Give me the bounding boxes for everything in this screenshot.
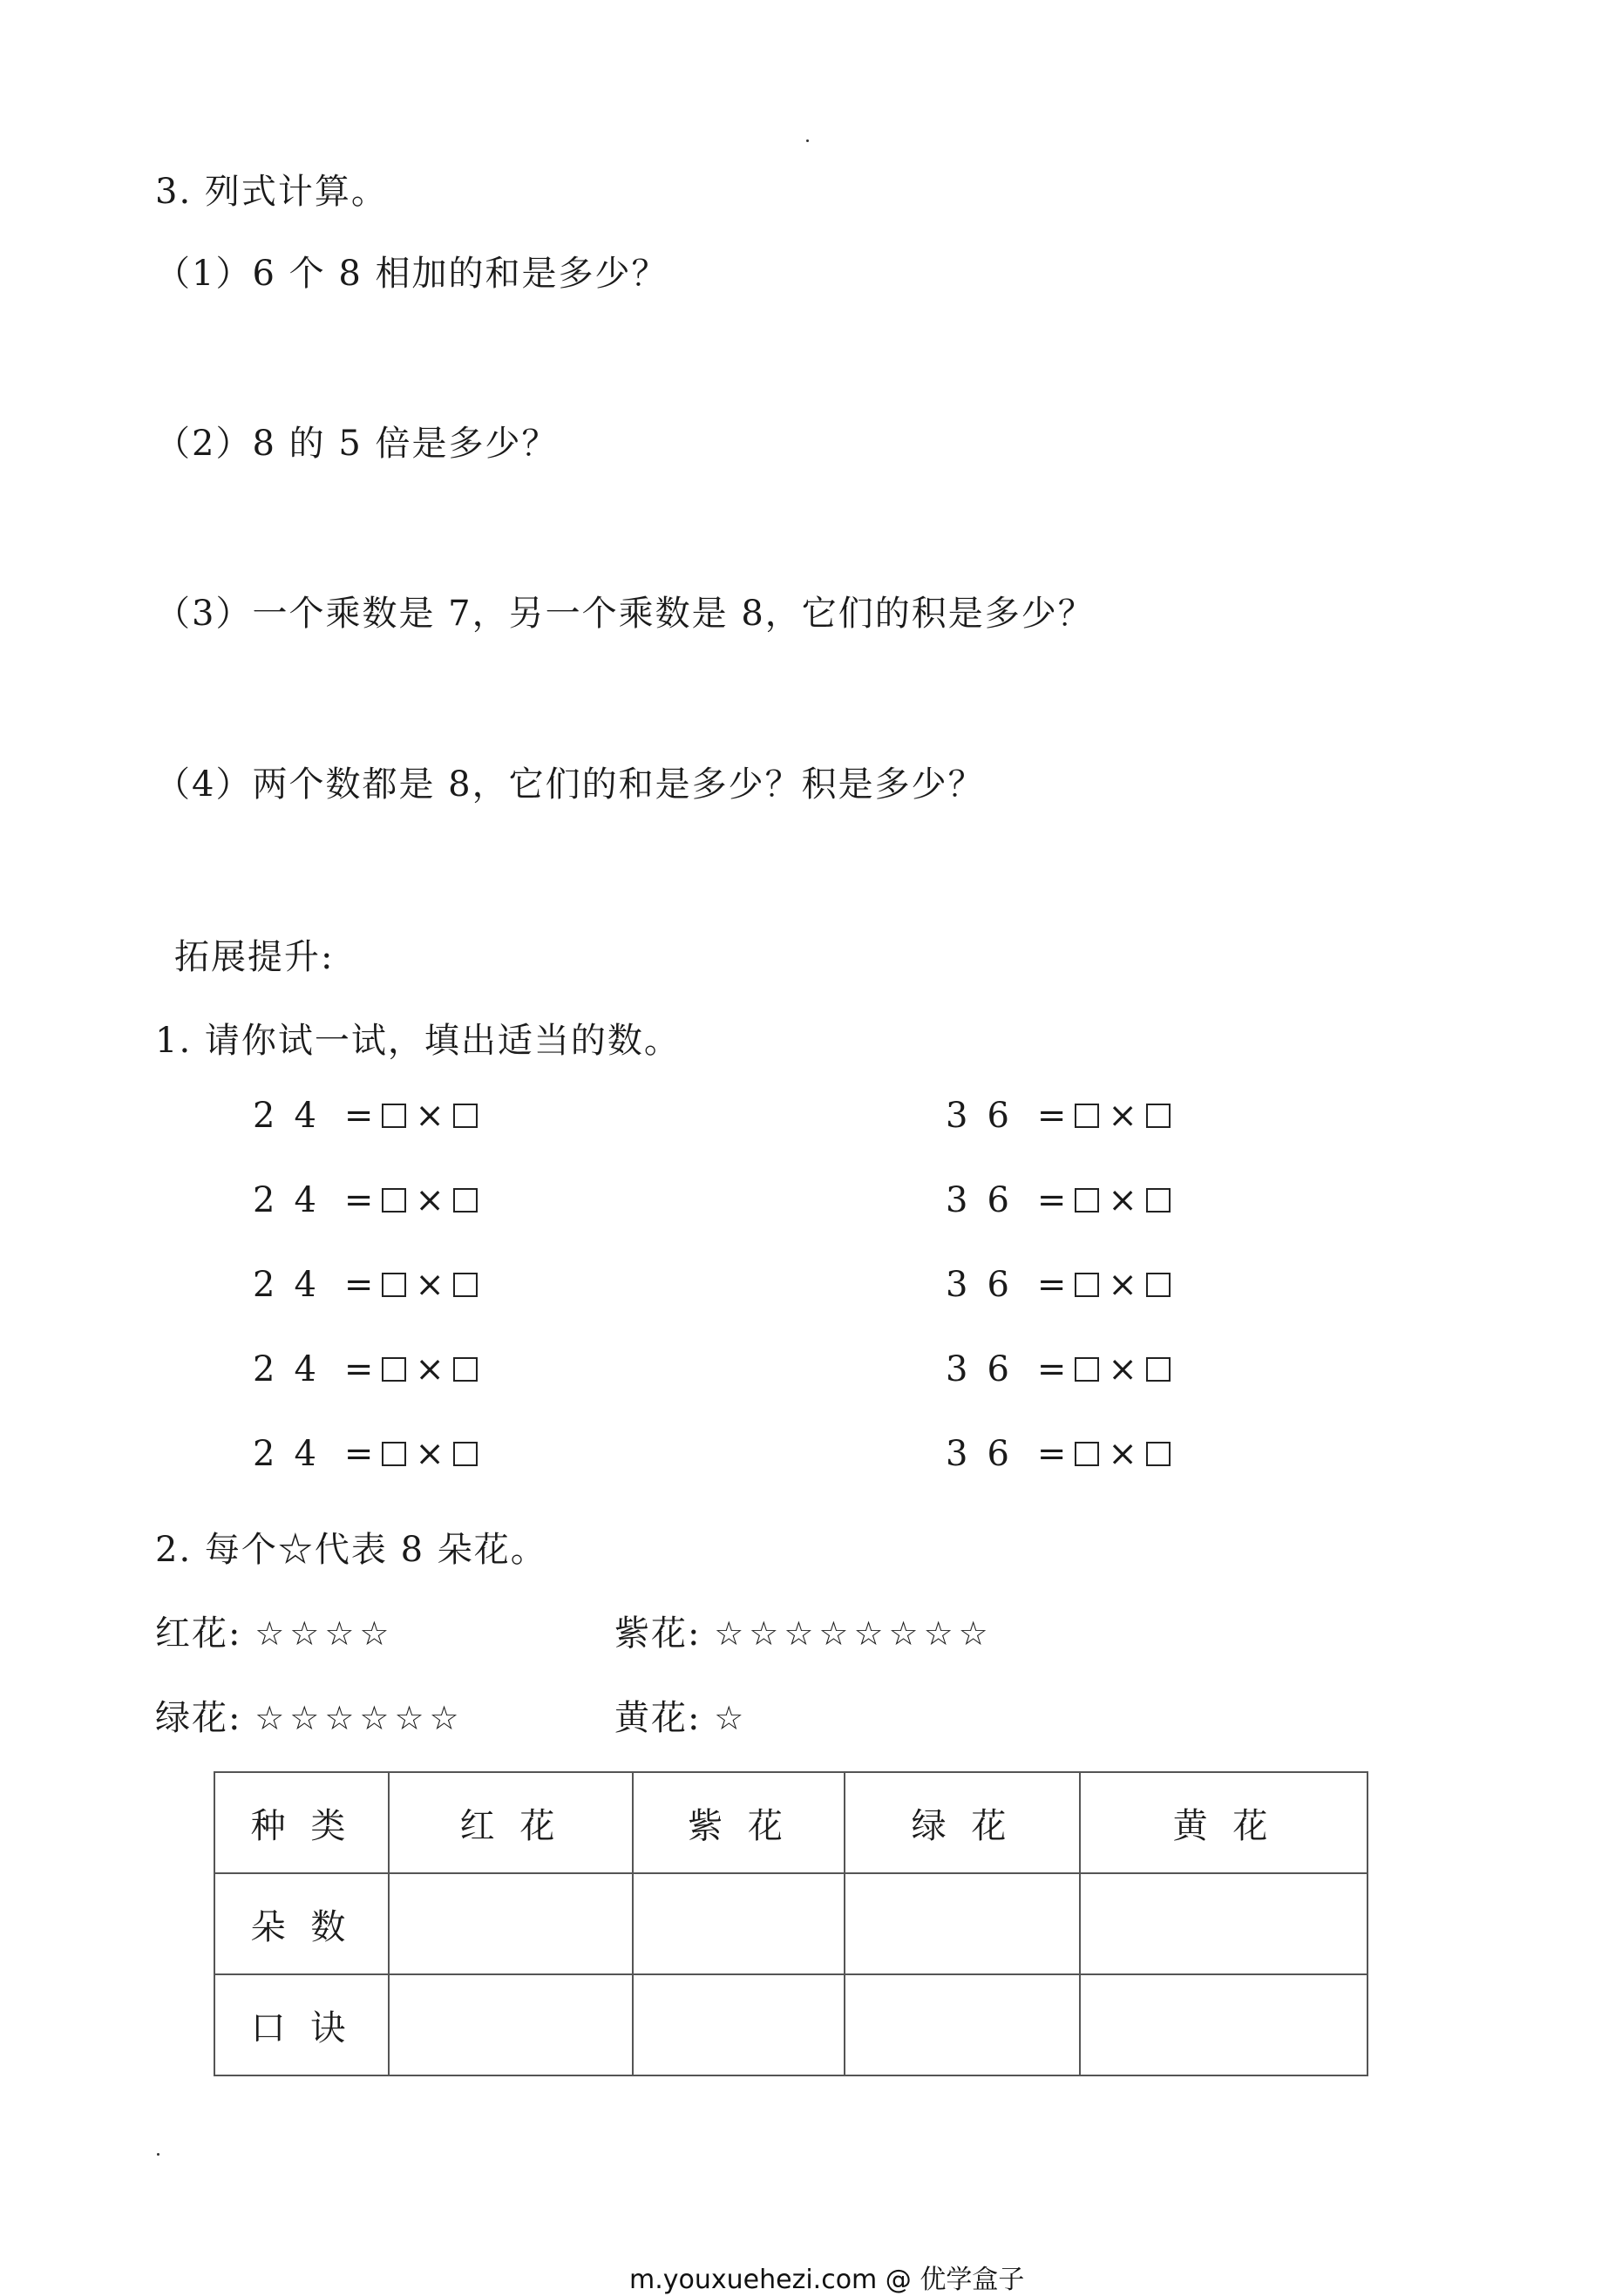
equation-number: 24 bbox=[253, 1349, 336, 1389]
answer-box[interactable] bbox=[453, 1273, 478, 1297]
answer-box[interactable] bbox=[382, 1188, 406, 1213]
equation-number: 24 bbox=[253, 1434, 336, 1474]
equation-number: 24 bbox=[253, 1265, 336, 1305]
equation-left-5 bbox=[253, 1433, 478, 1475]
equation-number: 36 bbox=[946, 1434, 1028, 1474]
page-mark-bottom bbox=[157, 2153, 159, 2156]
equation-number: 24 bbox=[253, 1180, 336, 1220]
table-row-label: 朵 数 bbox=[214, 1873, 389, 1974]
table-header-cell: 紫 花 bbox=[633, 1772, 845, 1873]
answer-box[interactable] bbox=[382, 1104, 406, 1128]
equals-sign: = bbox=[343, 1349, 374, 1389]
answer-cell[interactable] bbox=[1080, 1873, 1368, 1974]
equation-left-1 bbox=[253, 1095, 478, 1137]
equation-left-3 bbox=[253, 1264, 478, 1306]
times-sign: × bbox=[415, 1434, 445, 1474]
answer-box[interactable] bbox=[1146, 1357, 1171, 1382]
times-sign: × bbox=[1108, 1180, 1137, 1220]
answer-cell[interactable] bbox=[845, 1873, 1080, 1974]
equals-sign: = bbox=[1036, 1096, 1067, 1136]
extension-q2-title: 2. 每个☆代表 8 朵花。 bbox=[155, 1530, 547, 1570]
table-header-cell: 绿 花 bbox=[845, 1772, 1080, 1873]
question-3: （3）一个乘数是 7，另一个乘数是 8，它们的积是多少？ bbox=[155, 594, 1095, 634]
equation-right-4 bbox=[946, 1348, 1171, 1390]
green-flower-row bbox=[155, 1697, 465, 1739]
equation-right-3 bbox=[946, 1264, 1171, 1306]
equation-right-5 bbox=[946, 1433, 1171, 1475]
equation-number: 36 bbox=[946, 1096, 1028, 1136]
equals-sign: = bbox=[1036, 1180, 1067, 1220]
equals-sign: = bbox=[1036, 1434, 1067, 1474]
answer-box[interactable] bbox=[1146, 1188, 1171, 1213]
green-flower-label: 绿花: bbox=[155, 1698, 242, 1738]
yellow-flower-row bbox=[614, 1697, 749, 1739]
question-2: （2）8 的 5 倍是多少？ bbox=[155, 424, 559, 464]
question-4: （4）两个数都是 8，它们的和是多少？积是多少？ bbox=[155, 764, 985, 805]
times-sign: × bbox=[415, 1265, 445, 1305]
purple-flower-label: 紫花: bbox=[614, 1613, 702, 1654]
equation-right-2 bbox=[946, 1179, 1171, 1221]
times-sign: × bbox=[415, 1096, 445, 1136]
answer-box[interactable] bbox=[1075, 1357, 1099, 1382]
table-header-row bbox=[214, 1772, 1368, 1873]
red-flower-stars: ☆☆☆☆ bbox=[254, 1614, 395, 1653]
answer-box[interactable] bbox=[453, 1104, 478, 1128]
equation-number: 24 bbox=[253, 1096, 336, 1136]
answer-box[interactable] bbox=[1146, 1273, 1171, 1297]
purple-flower-stars: ☆☆☆☆☆☆☆☆ bbox=[714, 1614, 994, 1653]
table-header-cell: 黄 花 bbox=[1080, 1772, 1368, 1873]
equals-sign: = bbox=[343, 1096, 374, 1136]
answer-box[interactable] bbox=[382, 1357, 406, 1382]
question-1: （1）6 个 8 相加的和是多少？ bbox=[155, 254, 668, 294]
times-sign: × bbox=[415, 1349, 445, 1389]
green-flower-stars: ☆☆☆☆☆☆ bbox=[254, 1699, 465, 1737]
times-sign: × bbox=[1108, 1096, 1137, 1136]
answer-box[interactable] bbox=[1075, 1104, 1099, 1128]
answer-box[interactable] bbox=[1075, 1442, 1099, 1466]
times-sign: × bbox=[1108, 1349, 1137, 1389]
answer-cell[interactable] bbox=[389, 1974, 633, 2075]
equation-number: 36 bbox=[946, 1349, 1028, 1389]
table-row bbox=[214, 1873, 1368, 1974]
extension-heading: 拓展提升: bbox=[174, 937, 335, 977]
equals-sign: = bbox=[1036, 1349, 1067, 1389]
yellow-flower-stars: ☆ bbox=[714, 1699, 750, 1737]
answer-cell[interactable] bbox=[633, 1873, 845, 1974]
equation-right-1 bbox=[946, 1095, 1171, 1137]
equation-left-2 bbox=[253, 1179, 478, 1221]
equation-left-4 bbox=[253, 1348, 478, 1390]
table-header-cell: 种 类 bbox=[214, 1772, 389, 1873]
answer-box[interactable] bbox=[1146, 1104, 1171, 1128]
yellow-flower-label: 黄花: bbox=[614, 1698, 702, 1738]
times-sign: × bbox=[415, 1180, 445, 1220]
answer-cell[interactable] bbox=[389, 1873, 633, 1974]
equals-sign: = bbox=[1036, 1265, 1067, 1305]
table-row bbox=[214, 1974, 1368, 2075]
equals-sign: = bbox=[343, 1180, 374, 1220]
red-flower-label: 红花: bbox=[155, 1613, 242, 1654]
equals-sign: = bbox=[343, 1265, 374, 1305]
answer-box[interactable] bbox=[453, 1357, 478, 1382]
footer-watermark: m.youxuehezi.com @ 优学盒子 bbox=[629, 2265, 1025, 2295]
times-sign: × bbox=[1108, 1434, 1137, 1474]
answer-cell[interactable] bbox=[1080, 1974, 1368, 2075]
answer-box[interactable] bbox=[382, 1273, 406, 1297]
extension-q1-title: 1. 请你试一试，填出适当的数。 bbox=[155, 1021, 681, 1061]
answer-box[interactable] bbox=[453, 1188, 478, 1213]
equals-sign: = bbox=[343, 1434, 374, 1474]
red-flower-row bbox=[155, 1613, 394, 1654]
answer-box[interactable] bbox=[453, 1442, 478, 1466]
answer-box[interactable] bbox=[1075, 1188, 1099, 1213]
times-sign: × bbox=[1108, 1265, 1137, 1305]
answer-box[interactable] bbox=[1075, 1273, 1099, 1297]
table-row-label: 口 诀 bbox=[214, 1974, 389, 2075]
flower-table bbox=[214, 1771, 1368, 2076]
answer-cell[interactable] bbox=[633, 1974, 845, 2075]
answer-box[interactable] bbox=[382, 1442, 406, 1466]
section-3-title: 3. 列式计算。 bbox=[155, 172, 388, 212]
table-header-cell: 红 花 bbox=[389, 1772, 633, 1873]
equation-number: 36 bbox=[946, 1180, 1028, 1220]
answer-box[interactable] bbox=[1146, 1442, 1171, 1466]
page-mark-top bbox=[806, 139, 809, 142]
answer-cell[interactable] bbox=[845, 1974, 1080, 2075]
purple-flower-row bbox=[614, 1613, 994, 1654]
equation-number: 36 bbox=[946, 1265, 1028, 1305]
